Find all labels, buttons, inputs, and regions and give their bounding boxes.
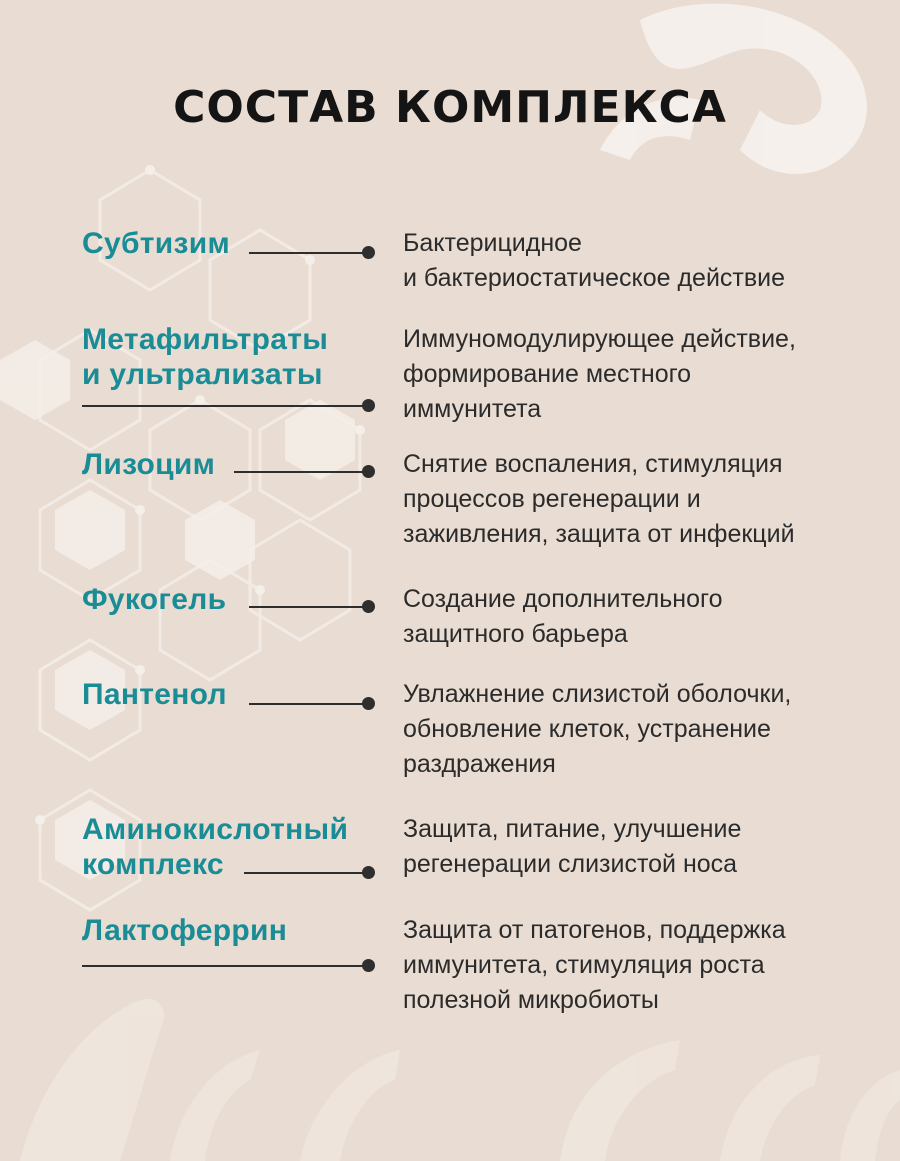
component-row-laktoferrin [0, 913, 900, 1033]
component-name: Метафильтраты и ультрализаты [82, 323, 329, 391]
component-name: Пантенол [82, 678, 227, 711]
component-name: Лизоцим [82, 448, 216, 481]
component-description: Снятие воспаления, стимуляция процессов регенерации и заживления, защита от инфекций [403, 450, 795, 548]
component-row-metafiltraty [0, 322, 900, 442]
connector-line [249, 252, 369, 254]
connector-dot [362, 866, 375, 879]
connector-line [249, 703, 369, 705]
component-description: Бактерицидное и бактериостатическое действие [403, 229, 786, 292]
connector-dot [362, 399, 375, 412]
component-row-lizotsim [0, 447, 900, 567]
component-name: Аминокислотный комплекс [82, 813, 349, 881]
component-description: Защита от патогенов, поддержка иммунитета, стимуляция роста полезной микробиоты [403, 916, 786, 1014]
component-name: Фукогель [82, 583, 227, 616]
component-name: Лактоферрин [82, 914, 288, 947]
component-description: Защита, питание, улучшение регенерации слизистой носа [403, 815, 742, 878]
component-name: Субтизим [82, 227, 230, 260]
connector-line [244, 872, 369, 874]
connector-dot [362, 246, 375, 259]
component-description: Иммуномодулирующее действие, формирование местного иммунитета [403, 325, 796, 423]
connector-dot [362, 959, 375, 972]
page-title: СОСТАВ КОМПЛЕКСА [173, 82, 727, 133]
connector-dot [362, 465, 375, 478]
connector-dot [362, 600, 375, 613]
connector-line [82, 405, 369, 407]
connector-line [234, 471, 369, 473]
connector-line [249, 606, 369, 608]
component-description: Создание дополнительного защитного барьера [403, 585, 723, 648]
component-description: Увлажнение слизистой оболочки, обновление клеток, устранение раздражения [403, 680, 792, 778]
connector-dot [362, 697, 375, 710]
connector-line [82, 965, 369, 967]
component-row-pantenol [0, 677, 900, 797]
